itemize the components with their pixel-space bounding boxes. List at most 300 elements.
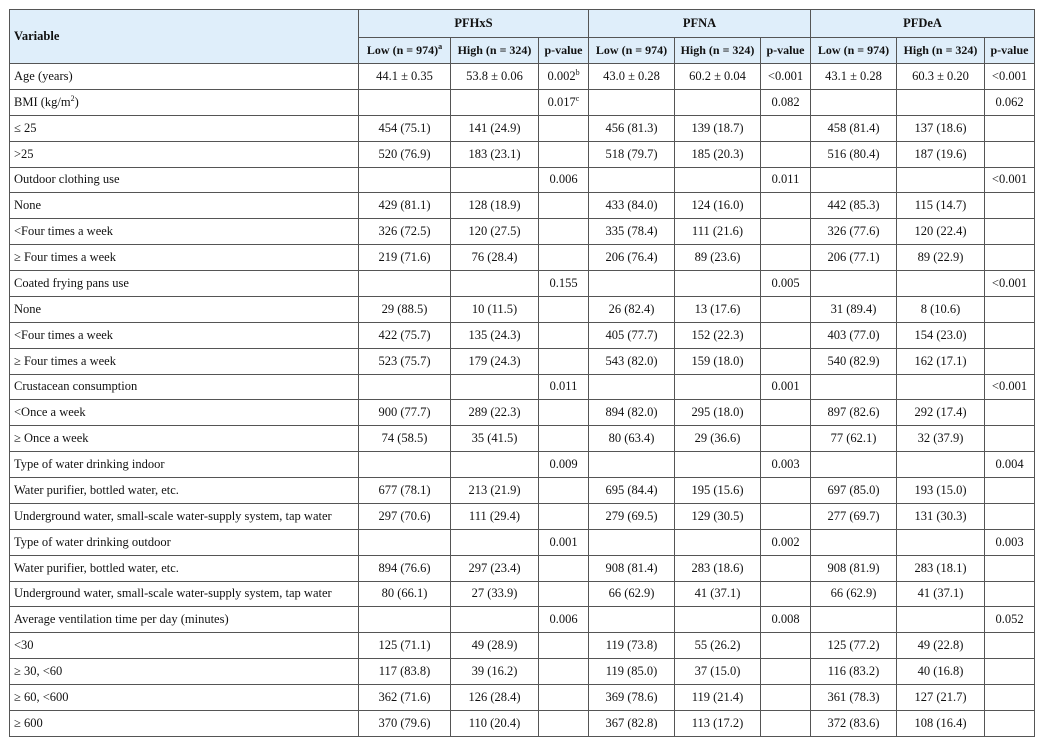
table-cell — [589, 167, 675, 193]
table-row — [10, 64, 1035, 90]
cell-value: 137 (18.6) — [914, 120, 967, 135]
cell-value: 44.1 ± 0.35 — [376, 68, 433, 83]
cell-value: 154 (23.0) — [914, 327, 967, 342]
table-cell — [897, 167, 985, 193]
cell-value: 115 (14.7) — [914, 198, 967, 213]
table-cell — [985, 296, 1035, 322]
table-row — [10, 685, 1035, 711]
cell-value: 135 (24.3) — [468, 327, 521, 342]
cell-value: 187 (19.6) — [914, 146, 967, 161]
cell-value: <0.001 — [991, 379, 1028, 394]
table-cell — [589, 633, 675, 659]
table-cell — [675, 322, 761, 348]
table-cell — [675, 607, 761, 633]
cell-value: 37 (15.0) — [694, 664, 741, 679]
subheader-cell — [985, 38, 1035, 64]
cell-value: 454 (75.1) — [378, 120, 431, 135]
table-cell — [675, 452, 761, 478]
row-label-text: Average ventilation time per day (minutes) — [14, 612, 229, 627]
cell-value: 124 (16.0) — [691, 198, 744, 213]
table-cell — [675, 89, 761, 115]
data-table — [9, 9, 1035, 737]
table-cell — [451, 710, 539, 736]
table-cell — [811, 89, 897, 115]
table-cell — [985, 64, 1035, 90]
table-cell — [985, 141, 1035, 167]
row-label-text: ≥ Four times a week — [14, 353, 116, 368]
cell-value: 0.006 — [549, 612, 578, 627]
row-label-text: >25 — [14, 146, 34, 161]
cell-value: 41 (37.1) — [694, 586, 741, 601]
table-cell — [451, 296, 539, 322]
table-cell — [359, 633, 451, 659]
cell-value: 0.006 — [549, 172, 578, 187]
table-cell — [985, 659, 1035, 685]
table-cell — [451, 633, 539, 659]
table-row — [10, 400, 1035, 426]
table-cell — [897, 322, 985, 348]
subheader-cell — [359, 38, 451, 64]
cell-value: 0.005 — [771, 275, 800, 290]
table-cell — [811, 607, 897, 633]
subheader-cell — [539, 38, 589, 64]
table-cell — [539, 685, 589, 711]
cell-value: <0.001 — [767, 68, 804, 83]
cell-value: 125 (77.2) — [827, 638, 880, 653]
table-cell — [675, 115, 761, 141]
cell-value: 80 (66.1) — [381, 586, 428, 601]
cell-value: 0.001 — [771, 379, 800, 394]
table-cell — [359, 374, 451, 400]
table-cell — [539, 219, 589, 245]
table-row — [10, 89, 1035, 115]
cell-value: 900 (77.7) — [378, 405, 431, 420]
table-row — [10, 193, 1035, 219]
table-row — [10, 426, 1035, 452]
table-cell — [451, 374, 539, 400]
cell-value: 0.003 — [771, 457, 800, 472]
table-cell — [761, 659, 811, 685]
cell-value: 367 (82.8) — [605, 715, 658, 730]
table-cell — [985, 426, 1035, 452]
cell-value: 0.002 — [771, 534, 800, 549]
table-cell — [539, 89, 589, 115]
table-cell — [811, 710, 897, 736]
cell-value: 456 (81.3) — [605, 120, 658, 135]
cell-value: 289 (22.3) — [468, 405, 521, 420]
cell-value: 279 (69.5) — [605, 508, 658, 523]
table-cell — [359, 296, 451, 322]
cell-value: 370 (79.6) — [378, 715, 431, 730]
table-cell — [897, 193, 985, 219]
table-cell — [811, 659, 897, 685]
table-cell — [359, 478, 451, 504]
table-cell — [589, 64, 675, 90]
table-cell — [675, 503, 761, 529]
subheader-cell — [451, 38, 539, 64]
cell-value: 185 (20.3) — [691, 146, 744, 161]
cell-value: 119 (21.4) — [691, 689, 744, 704]
cell-value: 29 (88.5) — [381, 301, 428, 316]
table-cell — [811, 141, 897, 167]
table-cell — [451, 271, 539, 297]
table-cell — [675, 685, 761, 711]
cell-value: 49 (22.8) — [917, 638, 964, 653]
cell-value: 29 (36.6) — [694, 431, 741, 446]
cell-value: 108 (16.4) — [914, 715, 967, 730]
table-cell — [539, 115, 589, 141]
cell-value: 372 (83.6) — [827, 715, 880, 730]
cell-value: <0.001 — [991, 68, 1028, 83]
row-label — [10, 426, 359, 452]
table-cell — [359, 89, 451, 115]
table-cell — [675, 478, 761, 504]
cell-value: 0.062 — [995, 94, 1024, 109]
variable-header: Variable — [10, 10, 359, 64]
table-cell — [985, 89, 1035, 115]
table-cell — [539, 141, 589, 167]
cell-value: 518 (79.7) — [605, 146, 658, 161]
cell-value: 13 (17.6) — [694, 301, 741, 316]
table-cell — [589, 659, 675, 685]
cell-value: 117 (83.8) — [378, 664, 431, 679]
row-label — [10, 245, 359, 271]
table-cell — [539, 581, 589, 607]
cell-value: 80 (63.4) — [608, 431, 655, 446]
table-cell — [589, 219, 675, 245]
table-cell — [589, 193, 675, 219]
cell-value: 179 (24.3) — [468, 353, 521, 368]
table-cell — [589, 115, 675, 141]
table-cell — [761, 503, 811, 529]
cell-value: 219 (71.6) — [378, 250, 431, 265]
cell-value: 49 (28.9) — [471, 638, 518, 653]
table-cell — [589, 607, 675, 633]
table-cell — [451, 167, 539, 193]
cell-value: 429 (81.1) — [378, 198, 431, 213]
cell-value: 0.003 — [995, 534, 1024, 549]
table-cell — [589, 141, 675, 167]
row-label-text: ≥ 60, <600 — [14, 689, 69, 704]
table-cell — [985, 710, 1035, 736]
cell-value: 89 (23.6) — [694, 250, 741, 265]
table-cell — [897, 426, 985, 452]
cell-value: 125 (71.1) — [378, 638, 431, 653]
cell-value: 206 (76.4) — [605, 250, 658, 265]
table-cell — [811, 193, 897, 219]
subheader-cell — [761, 38, 811, 64]
cell-value: 0.052 — [995, 612, 1024, 627]
table-cell — [897, 503, 985, 529]
table-row — [10, 296, 1035, 322]
table-cell — [539, 271, 589, 297]
table-cell — [359, 452, 451, 478]
table-cell — [359, 685, 451, 711]
row-label — [10, 374, 359, 400]
table-cell — [761, 710, 811, 736]
table-cell — [589, 296, 675, 322]
table-cell — [359, 245, 451, 271]
group-header-pfdea: PFDeA — [811, 10, 1035, 38]
cell-value: 183 (23.1) — [468, 146, 521, 161]
table-cell — [589, 400, 675, 426]
cell-value: 433 (84.0) — [605, 198, 658, 213]
table-cell — [451, 193, 539, 219]
row-label — [10, 141, 359, 167]
cell-value: 0.011 — [549, 379, 578, 394]
table-cell — [811, 685, 897, 711]
table-cell — [675, 710, 761, 736]
row-label — [10, 193, 359, 219]
table-cell — [675, 219, 761, 245]
cell-value: 39 (16.2) — [471, 664, 518, 679]
cell-value: 361 (78.3) — [827, 689, 880, 704]
cell-value: 403 (77.0) — [827, 327, 880, 342]
table-cell — [985, 633, 1035, 659]
table-cell — [675, 400, 761, 426]
cell-value: 141 (24.9) — [468, 120, 521, 135]
row-label — [10, 167, 359, 193]
cell-value: 111 (21.6) — [691, 224, 744, 239]
row-label-suffix: ) — [74, 94, 79, 109]
table-cell — [675, 426, 761, 452]
cell-value: 369 (78.6) — [605, 689, 658, 704]
table-cell — [451, 219, 539, 245]
cell-value: 442 (85.3) — [827, 198, 880, 213]
table-cell — [811, 167, 897, 193]
table-cell — [359, 322, 451, 348]
footnote-marker: b — [575, 67, 580, 77]
cell-value: 127 (21.7) — [914, 689, 967, 704]
table-cell — [359, 115, 451, 141]
table-cell — [451, 581, 539, 607]
row-label — [10, 271, 359, 297]
cell-value: 908 (81.4) — [605, 560, 658, 575]
table-row — [10, 271, 1035, 297]
table-cell — [539, 64, 589, 90]
table-cell — [589, 710, 675, 736]
cell-value: 110 (20.4) — [468, 715, 521, 730]
table-cell — [539, 348, 589, 374]
table-cell — [589, 374, 675, 400]
table-cell — [811, 271, 897, 297]
table-cell — [589, 478, 675, 504]
table-cell — [985, 219, 1035, 245]
header-row-groups — [10, 10, 1035, 38]
table-cell — [539, 400, 589, 426]
table-cell — [675, 348, 761, 374]
table-cell — [761, 555, 811, 581]
table-cell — [359, 555, 451, 581]
cell-value: 0.008 — [771, 612, 800, 627]
table-cell — [451, 452, 539, 478]
subheader-cell — [811, 38, 897, 64]
cell-value: 32 (37.9) — [917, 431, 964, 446]
table-cell — [761, 89, 811, 115]
table-row — [10, 322, 1035, 348]
row-label-text: None — [14, 198, 42, 213]
cell-value: 41 (37.1) — [917, 586, 964, 601]
table-cell — [359, 167, 451, 193]
table-cell — [589, 322, 675, 348]
table-row — [10, 529, 1035, 555]
table-cell — [589, 271, 675, 297]
table-cell — [675, 296, 761, 322]
table-cell — [761, 607, 811, 633]
table-cell — [761, 348, 811, 374]
subheader-text: High (n = 324) — [903, 43, 978, 57]
table-cell — [539, 167, 589, 193]
row-label — [10, 503, 359, 529]
table-body — [10, 64, 1035, 737]
table-cell — [539, 659, 589, 685]
table-cell — [451, 685, 539, 711]
table-cell — [359, 219, 451, 245]
cell-value: 0.017 — [547, 94, 576, 109]
row-label-text: None — [14, 301, 42, 316]
cell-value: 543 (82.0) — [605, 353, 658, 368]
table-cell — [985, 348, 1035, 374]
table-cell — [811, 426, 897, 452]
cell-value: 283 (18.6) — [691, 560, 744, 575]
row-label-text: Water purifier, bottled water, etc. — [14, 482, 179, 497]
table-cell — [589, 503, 675, 529]
table-cell — [589, 685, 675, 711]
table-cell — [811, 400, 897, 426]
cell-value: 129 (30.5) — [691, 508, 744, 523]
table-cell — [761, 322, 811, 348]
row-label — [10, 555, 359, 581]
table-row — [10, 581, 1035, 607]
subheader-cell — [589, 38, 675, 64]
table-cell — [897, 348, 985, 374]
table-cell — [761, 426, 811, 452]
row-label — [10, 478, 359, 504]
row-label — [10, 115, 359, 141]
table-cell — [359, 141, 451, 167]
table-cell — [539, 529, 589, 555]
table-cell — [811, 503, 897, 529]
table-cell — [675, 555, 761, 581]
table-cell — [589, 529, 675, 555]
cell-value: 523 (75.7) — [378, 353, 431, 368]
table-cell — [897, 555, 985, 581]
table-cell — [985, 400, 1035, 426]
table-cell — [539, 710, 589, 736]
cell-value: 213 (21.9) — [468, 482, 521, 497]
cell-value: 0.009 — [549, 457, 578, 472]
cell-value: 60.2 ± 0.04 — [689, 68, 746, 83]
table-cell — [675, 167, 761, 193]
table-cell — [359, 400, 451, 426]
table-cell — [897, 710, 985, 736]
table-cell — [761, 581, 811, 607]
cell-value: 908 (81.9) — [827, 560, 880, 575]
cell-value: 35 (41.5) — [471, 431, 518, 446]
cell-value: 55 (26.2) — [694, 638, 741, 653]
table-row — [10, 607, 1035, 633]
row-label — [10, 659, 359, 685]
cell-value: 206 (77.1) — [827, 250, 880, 265]
table-cell — [675, 64, 761, 90]
table-cell — [897, 607, 985, 633]
cell-value: 326 (77.6) — [827, 224, 880, 239]
table-cell — [897, 374, 985, 400]
table-row — [10, 348, 1035, 374]
cell-value: 76 (28.4) — [471, 250, 518, 265]
cell-value: 60.3 ± 0.20 — [912, 68, 969, 83]
table-cell — [897, 89, 985, 115]
table-cell — [761, 141, 811, 167]
row-label — [10, 633, 359, 659]
table-cell — [897, 400, 985, 426]
cell-value: 66 (62.9) — [608, 586, 655, 601]
cell-value: 695 (84.4) — [605, 482, 658, 497]
footnote-marker: a — [438, 42, 443, 51]
table-cell — [811, 555, 897, 581]
cell-value: <0.001 — [991, 172, 1028, 187]
table-cell — [589, 555, 675, 581]
cell-value: 139 (18.7) — [691, 120, 744, 135]
table-cell — [897, 452, 985, 478]
cell-value: 53.8 ± 0.06 — [466, 68, 523, 83]
table-cell — [451, 503, 539, 529]
row-label — [10, 581, 359, 607]
table-row — [10, 659, 1035, 685]
footnote-marker: c — [575, 93, 580, 103]
group-header-pfhxs: PFHxS — [359, 10, 589, 38]
row-label-text: BMI (kg/m — [14, 94, 71, 109]
table-cell — [589, 245, 675, 271]
cell-value: 458 (81.4) — [827, 120, 880, 135]
table-cell — [675, 581, 761, 607]
cell-value: 516 (80.4) — [827, 146, 880, 161]
cell-value: 326 (72.5) — [378, 224, 431, 239]
cell-value: 119 (73.8) — [605, 638, 658, 653]
table-cell — [811, 348, 897, 374]
table-row — [10, 633, 1035, 659]
row-label — [10, 685, 359, 711]
table-cell — [761, 529, 811, 555]
cell-value: 0.011 — [771, 172, 800, 187]
row-label — [10, 710, 359, 736]
table-cell — [675, 245, 761, 271]
cell-value: 540 (82.9) — [827, 353, 880, 368]
subheader-text: Low (n = 974) — [817, 43, 890, 57]
table-cell — [675, 271, 761, 297]
row-label — [10, 348, 359, 374]
cell-value: 195 (15.6) — [691, 482, 744, 497]
table-cell — [897, 271, 985, 297]
table-cell — [451, 245, 539, 271]
subheader-text: High (n = 324) — [680, 43, 755, 57]
table-cell — [897, 685, 985, 711]
subheader-cell — [897, 38, 985, 64]
table-cell — [985, 529, 1035, 555]
table-cell — [761, 245, 811, 271]
cell-value: 152 (22.3) — [691, 327, 744, 342]
cell-value: 162 (17.1) — [914, 353, 967, 368]
cell-value: 40 (16.8) — [917, 664, 964, 679]
table-cell — [897, 581, 985, 607]
label-superscript: 2 — [70, 93, 75, 103]
table-cell — [359, 426, 451, 452]
cell-value: 89 (22.9) — [917, 250, 964, 265]
table-cell — [675, 633, 761, 659]
group-header-pfna: PFNA — [589, 10, 811, 38]
table-row — [10, 503, 1035, 529]
table-cell — [985, 245, 1035, 271]
